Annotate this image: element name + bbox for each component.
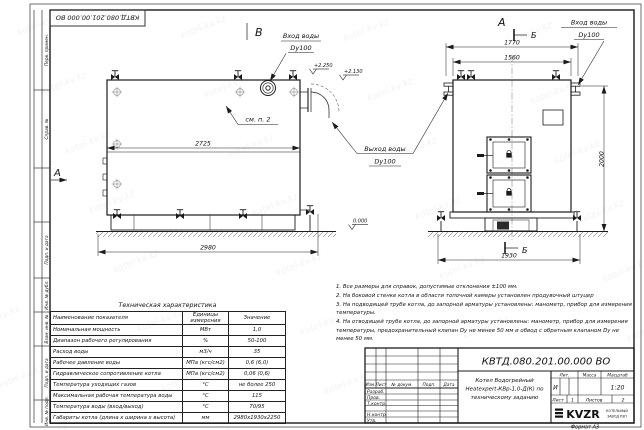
spec-unit: °С — [183, 391, 229, 402]
row-tkontr: Т.контр. — [367, 401, 387, 407]
row-nkontr: Н.контр. — [367, 413, 388, 419]
spec-name: Габариты котла (длина х ширина х высота) — [51, 413, 183, 424]
lit-value: И — [553, 384, 558, 392]
side-inlet-line1: Вход воды — [282, 32, 320, 40]
spec-name: Гидравлическое сопротивление котла — [51, 369, 183, 380]
dim-1560: 1560 — [504, 54, 520, 62]
front-inlet-line2: Dy100 — [578, 31, 600, 39]
spec-value: 2980х1930х2250 — [229, 413, 286, 424]
col-ndoc: № докум. — [391, 382, 413, 388]
dim-2725: 2725 — [195, 140, 211, 148]
spec-table — [50, 311, 286, 424]
front-view-label: А — [498, 16, 506, 29]
spec-value: не более 250 — [229, 380, 286, 391]
level-2130: +2.130 — [344, 69, 363, 75]
scale-header: Масштаб — [607, 373, 628, 379]
spec-unit: °С — [183, 402, 229, 413]
product-name-2: Heatexpert-КВр-1,0-Д(К) по — [465, 386, 544, 393]
table-row — [51, 413, 286, 424]
level-2250: +2.250 — [314, 63, 333, 69]
spec-unit: м3/ч — [183, 347, 229, 358]
row-utv: Утв. — [367, 419, 377, 425]
margin-sprav-n: Справ. № — [45, 118, 50, 140]
spec-value: 0,06 (0,6) — [229, 369, 286, 380]
side-inlet-line2: Dy100 — [290, 44, 312, 52]
margin-inv-dubl: Инв. № дубл. — [45, 280, 50, 310]
note-ref-text: см. п. 2 — [245, 115, 271, 124]
outlet-line1: Выход воды — [364, 145, 406, 153]
spec-unit: °С — [183, 380, 229, 391]
spec-name: Рабочее давление воды — [51, 358, 183, 369]
margin-vzam-inv: Взам. инв. № — [45, 314, 50, 344]
spec-name: Температура уходящих газов — [51, 380, 183, 391]
spec-header-name: Наименование показателя — [51, 312, 183, 325]
margin-podp-data-1: Подп. и дата — [45, 235, 50, 265]
section-a-label: А — [54, 168, 61, 179]
table-row — [51, 358, 286, 369]
spec-header-value: Значение — [229, 312, 286, 325]
notes-block — [336, 283, 638, 344]
table-row — [51, 380, 286, 391]
table-row — [51, 347, 286, 358]
dim-1770: 1770 — [504, 39, 520, 47]
margin-inv-podl: Инв. № подл. — [45, 396, 50, 426]
dim-2000: 2000 — [598, 151, 606, 167]
spec-unit: % — [183, 336, 229, 347]
spec-value: 115 — [229, 391, 286, 402]
sheets-label: Листов — [585, 398, 603, 404]
product-name-3: техническому заданию — [470, 395, 539, 401]
section-b-bottom: Б — [522, 246, 528, 255]
margin-perv-primen: Перв. примен. — [45, 33, 50, 67]
logo-text: KVZR — [566, 408, 600, 421]
dim-2980: 2980 — [200, 244, 216, 252]
top-code-stamp: КВТД.080.201.00.000 ВО — [55, 13, 140, 22]
spec-value: 70/95 — [229, 402, 286, 413]
table-row — [51, 391, 286, 402]
org-line2: ЗАВОД РЭП — [607, 414, 627, 419]
sheet-value: 1 — [571, 398, 574, 404]
spec-name: Диапазон рабочего регулирования — [51, 336, 183, 347]
col-podp: Подп. — [422, 382, 436, 388]
sheets-value: 2 — [621, 398, 625, 404]
spec-table-block — [50, 302, 285, 424]
dim-1930: 1930 — [501, 252, 517, 260]
spec-value: 35 — [229, 347, 286, 358]
col-izm: Изм. — [365, 382, 376, 388]
format-label: Формат А3 — [570, 424, 600, 430]
sheet-label: Лист — [552, 398, 564, 404]
note-4: 4. На отводящей трубе котла, до запорной арматуры установлены: манометр, прибор для измерения температуры, предохранительный клапан Dу не менее 50 мм и обвод с обратным клапаном Dу не менее 50 мм. — [336, 319, 628, 342]
spec-unit: МПа (кгс/см2) — [183, 358, 229, 369]
table-row — [51, 336, 286, 347]
spec-header-row — [51, 312, 286, 325]
spec-value: 1,0 — [229, 325, 286, 336]
table-row — [51, 325, 286, 336]
spec-name: Максимальная рабочая температура воды — [51, 391, 183, 402]
spec-header-unit: Единицы измерения — [183, 312, 229, 325]
spec-value: 0,6 (6,0) — [229, 358, 286, 369]
note-2: 2. На боковой стенке котла в области топочной камеры установлен продувочный штуцер — [336, 293, 594, 300]
spec-unit: МВт — [183, 325, 229, 336]
doc-code: КВТД.080.201.00.000 ВО — [481, 356, 611, 368]
lit-header: Лит. — [559, 373, 570, 379]
front-inlet-line1: Вход воды — [570, 18, 608, 27]
table-row — [51, 402, 286, 413]
scale-value: 1:20 — [610, 384, 625, 392]
spec-name: Температура воды (вход/выход) — [51, 402, 183, 413]
note-3: 3. На подводящей трубе котла, до запорной арматуры установлены: манометр, прибор для измерения температуры. — [336, 302, 632, 317]
spec-value: 50-100 — [229, 336, 286, 347]
col-list: Лист — [375, 382, 387, 388]
note-1: 1. Все размеры для справок, допустимые отклонения ±100 мм. — [336, 284, 518, 290]
row-razrab: Разраб. — [367, 390, 385, 396]
col-data: Дата — [443, 382, 455, 388]
spec-name: Расход воды — [51, 347, 183, 358]
product-name-1: Котел Водогрейный — [475, 378, 534, 384]
section-b-top: Б — [531, 31, 537, 40]
mass-header: Масса — [582, 373, 597, 379]
margin-podp-data-2: Подп. и дата — [45, 358, 50, 388]
spec-unit: мм — [183, 413, 229, 424]
spec-unit: МПа (кгс/см2) — [183, 369, 229, 380]
level-0000: 0.000 — [353, 218, 368, 225]
outlet-line2: Dy100 — [374, 157, 396, 166]
table-row — [51, 369, 286, 380]
spec-name: Номинальная мощность — [51, 325, 183, 336]
side-view-label: В — [255, 26, 263, 39]
row-prov: Пров. — [367, 396, 381, 402]
org-line1: КОТЕЛЬНЫЙ — [606, 409, 628, 413]
spec-table-title: Техническая характеристика — [118, 302, 217, 309]
